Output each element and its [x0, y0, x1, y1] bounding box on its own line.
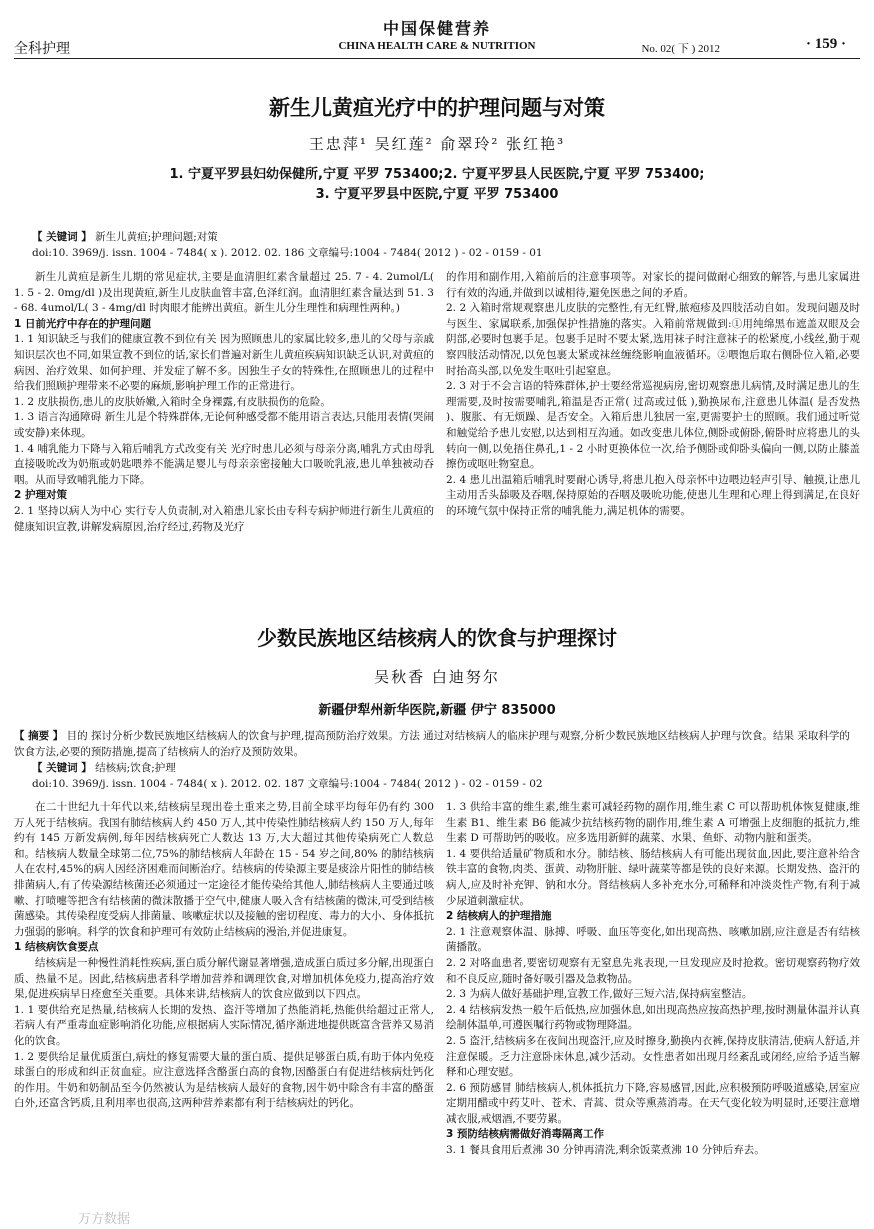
paragraph: 2. 4 患儿出温箱后哺乳时要耐心诱导,将患儿抱入母亲怀中边喂边轻声引导、触摸,让患儿主动用舌头舔吸及吞咽,保持原始的吞咽及吸吮功能,使患儿生理和心理上得到满足,在良好的环境气氛中保持正常的哺乳能力,满足机体的需要。 [446, 473, 860, 517]
doi-line: doi:10. 3969/j. issn. 1004 - 7484( x ). 2012. 02. 187 文章编号:1004 - 7484( 2012 ) - 02 - 0159 - 02 [32, 778, 543, 790]
article1-title: 新生儿黄疸光疗中的护理问题与对策 [269, 96, 605, 120]
paragraph: 的作用和副作用,入箱前后的注意事项等。对家长的提问做耐心细致的解答,与患儿家属进行有效的沟通,并做到以诚相待,避免医患之间的矛盾。 [446, 271, 860, 299]
article1-authors: 王忠萍¹ 吴红莲² 俞翠玲² 张红艳³ [308, 135, 566, 153]
article2-affiliation: 新疆伊犁州新华医院,新疆 伊宁 835000 [318, 703, 556, 718]
paragraph: 1. 2 要供给足量优质蛋白,病灶的修复需要大量的蛋白质、提供足够蛋白质,有助于体内免疫球蛋白的形成和纠正贫血症。应注意选择含酪蛋白高的食物,因酪蛋白有促进结核病灶钙化的作用。牛奶和奶制品至今仍然被认为是结核病人最好的食物,因牛奶中除含有丰富的酪蛋白外,还富含钙质,且利用率也很高,这两种营养素都有利于结核病灶的钙化。 [14, 1050, 434, 1110]
keywords: 结核病;饮食;护理 [95, 762, 176, 774]
header-rule [14, 58, 860, 59]
section-heading: 1 日前光疗中存在的护理问题 [14, 317, 151, 330]
paragraph: 2. 5 盗汗,结核病多在夜间出现盗汗,应及时擦身,勤换内衣裤,保持皮肤清洁,使病人舒适,并注意保暖。乏力注意卧床休息,减少活动。女性患者如出现月经紊乱或闭经,应给予适当解释和心理安慰。 [446, 1034, 860, 1079]
section-heading: 3 预防结核病需做好消毒隔离工作 [446, 1128, 604, 1141]
journal-title-en: CHINA HEALTH CARE & NUTRITION [338, 40, 536, 52]
abstract-label: 【 摘要 】 [14, 730, 64, 742]
paragraph: 1. 1 要供给充足热量,结核病人长期的发热、盗汗等增加了热能消耗,热能供给超过正常人,若病人有严重毒血症影响消化功能,应根据病人实际情况,循序渐进地提供既富含营养又易消化的饮食。 [14, 1003, 434, 1047]
page-number: · 159 · [805, 36, 846, 52]
paragraph: 3. 1 餐具食用后煮沸 30 分钟再清洗,剩余饭菜煮沸 10 分钟后弃去。 [446, 1144, 765, 1157]
paragraph: 2. 4 结核病发热一般午后低热,应加强休息,如出现高热应按高热护理,按时测量体温并认真绘制体温单,可遵医嘱行药物或物理降温。 [446, 1003, 860, 1032]
section-heading: 2 护理对策 [14, 489, 67, 502]
keywords: 新生儿黄疸;护理问题;对策 [95, 231, 218, 243]
page-header [14, 14, 860, 60]
paragraph: 2. 3 对于不会言语的特殊群体,护士要经常巡视病房,密切观察患儿病情,及时满足患儿的生理需要,及时按需要哺乳,箱温是否正常( 过高或过低 ),勤换尿布,注意患儿体温( 是否发热 )、腹胀、有无烦躁、是否安全。入箱后患儿独居一室,更需要护士的照顾。我们通过听觉和触觉给予患儿安慰,以达到相互沟通。如改变患儿体位,侧卧或俯卧,俯卧时应将患儿的头转向一侧,以免捂住鼻孔,1 - 2 小时更换体位一次,给予侧卧或仰卧头偏向一侧,以防止膝盖擦伤或呕吐物窒息。 [446, 380, 860, 471]
paragraph: 在二十世纪九十年代以来,结核病呈现出卷土重来之势,目前全球平均每年仍有约 300 万人死于结核病。我国有肺结核病人约 450 万人,其中传染性肺结核病人约 150 万人,每年约有 145 万新发病例,每年因结核病死亡人数达 13 万,大大超过其他传染病死亡人数总和。结核病人数量全球第二位,75%的肺结核病人年龄在 15 - 54 岁之间,80% 的肺结核病人在农村,45%的病人因经济困难而间断治疗。结核病的传染源主要是痰涂片阳性的肺结核排菌病人,有了传染源结核菌还必须通过一定途径才能传染给其他人,肺结核病人主要通过咳嗽、打喷嚏等把含有结核菌的微沫散播于空气中,健康人吸入含有结核菌的微沫,可受到结核菌感染。其传染程度受病人排菌量、咳嗽症状以及接触的密切程度、毒力的大小、身体抵抗力强弱的影响。科学的饮食和护理可有效防止结核病的漫治,并促进康复。 [14, 801, 434, 938]
article1-meta [32, 229, 842, 261]
paragraph: 1. 2 皮肤损伤,患儿的皮肤娇嫩,入箱时全身裸露,有皮肤损伤的危险。 [14, 395, 331, 408]
paragraph: 1. 3 供给丰富的维生素,维生素可减轻药物的副作用,维生素 C 可以帮助机体恢复健康,维生素 B1、维生素 B6 能减少抗结核药物的副作用,维生素 A 可增强上皮细胞的抵抗力,维生素 D 可帮助钙的吸收。应多选用新鲜的蔬菜、水果、鱼虾、动物内脏和蛋类。 [446, 801, 860, 845]
paragraph: 新生儿黄疸是新生儿期的常见症状,主要是血清胆红素含量超过 25. 7 - 4. 2umol/L( 1. 5 - 2. 0mg/dl )及出现黄疸,新生儿皮肤血管丰富,色泽红润。血清胆红素含量达到 51. 3 - 68. 4umol/L( 3 - 4mg/dl 时肉眼才能辨出黄疸。新生儿分生理性和病理性两种。) [14, 271, 434, 315]
section-name: 全科护理 [14, 41, 70, 57]
article2-meta [14, 728, 860, 792]
issue-number: No. 02( 下 ) 2012 [641, 43, 720, 55]
article2-title: 少数民族地区结核病人的饮食与护理探讨 [257, 626, 617, 650]
paragraph: 结核病是一种慢性消耗性疾病,蛋白质分解代谢显著增强,造成蛋白质过多分解,出现蛋白质、热量不足。因此,结核病患者科学增加营养和调理饮食,对增加机体免疫力,提高治疗效果,促进疾病早日痊愈至关重要。具体来讲,结核病人的饮食应做到以下四点。 [14, 956, 434, 1001]
abstract: 目的 探讨分析少数民族地区结核病人的饮食与护理,提高预防治疗效果。方法 通过对结核病人的临床护理与观察,分析少数民族地区结核病人护理与饮食。结果 采取科学的饮食方法,必要的预防措施,提高了结核病人的治疗及预防效果。 [14, 730, 850, 758]
article2-left-column [14, 800, 434, 1112]
keywords-label: 【 关键词 】 [32, 231, 92, 243]
article1-affiliation-2: 3. 宁夏平罗县中医院,宁夏 平罗 753400 [315, 187, 559, 202]
paragraph: 1. 3 语言沟通障碍 新生儿是个特殊群体,无论何种感受都不能用语言表达,只能用表情(哭闹或安静)来体现。 [14, 411, 434, 439]
section-heading: 1 结核病饮食要点 [14, 941, 99, 954]
article2-right-column [446, 800, 860, 1159]
watermark: 万方数据 [78, 1212, 131, 1227]
paragraph: 1. 4 哺乳能力下降与入箱后哺乳方式改变有关 光疗时患儿必须与母亲分离,哺乳方式由母乳直接吸吮改为奶瓶或奶匙喂养不能满足婴儿与母亲亲密接触大口吸吮乳液,患儿单独被动吞咽。从而导致哺乳能力下降。 [14, 442, 434, 486]
paragraph: 2. 2 对咯血患者,要密切观察有无窒息先兆表现,一旦发现应及时抢救。密切观察药物疗效和不良反应,随时备好吸引器及急救物品。 [446, 956, 860, 985]
paragraph: 2. 3 为病人做好基础护理,宣教工作,做好三短六洁,保持病室整洁。 [446, 988, 753, 1001]
article1-affiliation-1: 1. 宁夏平罗县妇幼保健所,宁夏 平罗 753400;2. 宁夏平罗县人民医院,宁夏 平罗 753400; [169, 167, 705, 182]
paragraph: 2. 2 入箱时常规观察患儿皮肤的完整性,有无红臀,脓疱疹及四肢活动自如。发现问题及时与医生、家属联系,加强保护性措施的落实。入箱前常规做到:①用纯绵黑布遮盖双眼及会阴部,必要时包裹手足。包裹手足时不要太紧,选用袜子时注意袜子的松紧度,小线丝,勤于观察四肢活动情况,以免包裹太紧或袜丝缠绕影响血液循环。②喂饱后取右侧卧位入箱,必要时抬高头部,以免发生呕吐引起窒息。 [446, 302, 860, 377]
paragraph: 1. 1 知识缺乏与我们的健康宣教不到位有关 因为照顾患儿的家属比较多,患儿的父母与亲戚知识层次也不同,如果宣教不到位的话,家长们普遍对新生儿黄疸疾病知识缺乏认识,对黄疸的病因、治疗效果、如何护理、并发症了解不多。因独生子女的特殊性,在照顾患儿的过程中给我们照顾护理带来不必要的麻烦,影响护理工作的正常进行。 [14, 333, 434, 393]
keywords-label: 【 关键词 】 [32, 762, 92, 774]
paragraph: 2. 6 预防感冒 肺结核病人,机体抵抗力下降,容易感冒,因此,应积极预防呼吸道感染,居室应定期用醋或中药艾叶、苍术、青蒿、贯众等熏蒸消毒。在天气变化较为明显时,还要注意增减衣服,戒烟酒,不要劳累。 [446, 1081, 860, 1125]
paragraph: 1. 4 要供给适量矿物质和水分。肺结核、肠结核病人有可能出现贫血,因此,要注意补给含铁丰富的食物,肉类、蛋黄、动物肝脏、绿叶蔬菜等都是铁的良好来源。长期发热、盗汗的病人,应及时补充钾、钠和水分。肾结核病人多补充水分,可稀释和冲淡炎性产物,有利于减少尿道刺激症状。 [446, 847, 860, 907]
article1-left-column [14, 270, 434, 535]
article1-right-column [446, 270, 860, 520]
journal-title-cn: 中国保健营养 [382, 19, 491, 38]
section-heading: 2 结核病人的护理措施 [446, 910, 552, 923]
doi-line: doi:10. 3969/j. issn. 1004 - 7484( x ). 2012. 02. 186 文章编号:1004 - 7484( 2012 ) - 02 - 0159 - 01 [32, 247, 543, 259]
paragraph: 2. 1 坚持以病人为中心 实行专人负责制,对入箱患儿家长由专科专病护师进行新生儿黄疸的健康知识宣教,讲解发病原因,治疗经过,药物及光疗 [14, 504, 434, 533]
paragraph: 2. 1 注意观察体温、脉搏、呼吸、血压等变化,如出现高热、咳嗽加剧,应注意是否有结核菌播散。 [446, 925, 860, 954]
article2-authors: 吴秋香 白迪努尔 [374, 668, 500, 686]
